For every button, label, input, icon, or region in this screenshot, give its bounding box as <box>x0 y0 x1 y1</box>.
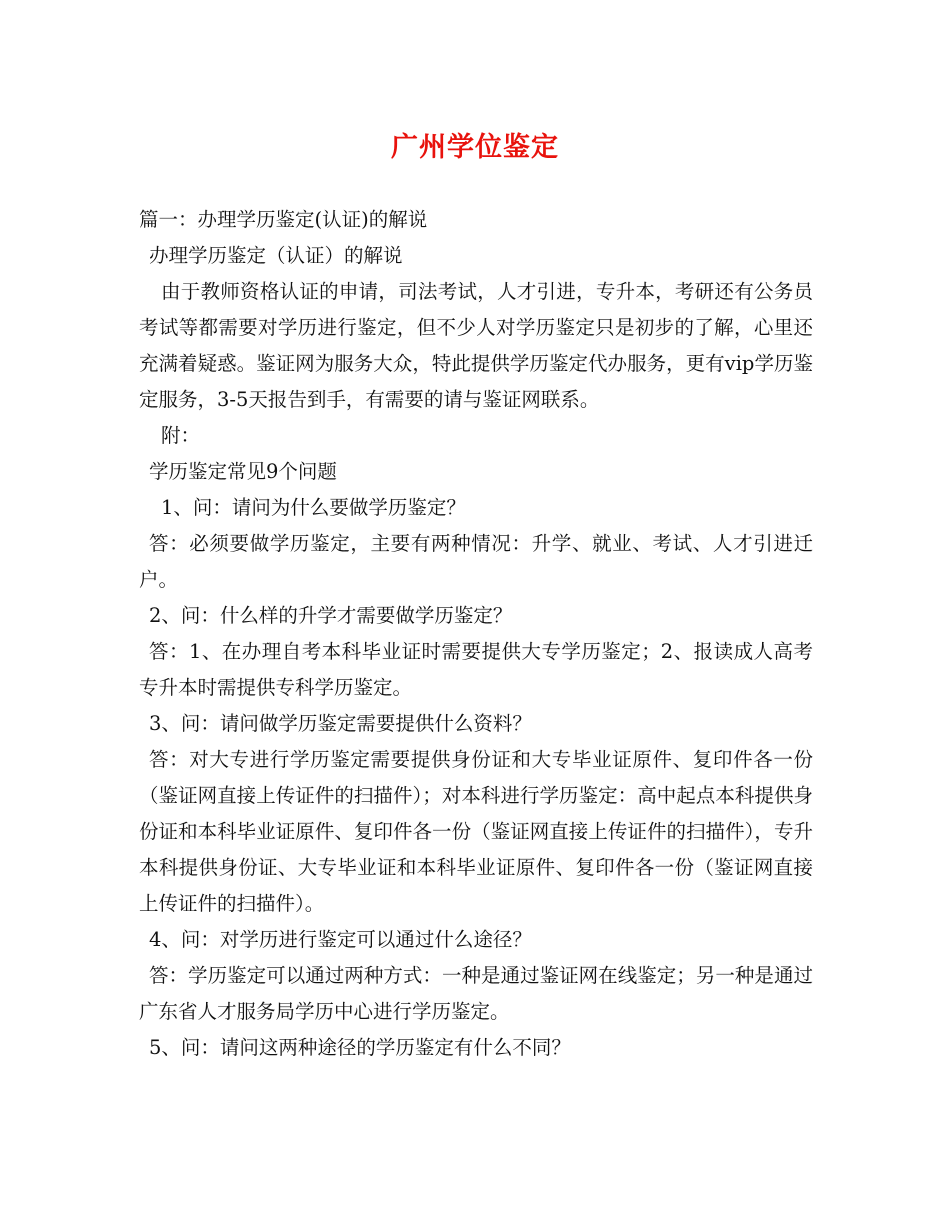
faq-heading: 学历鉴定常见9个问题 <box>149 460 337 483</box>
intro-paragraph: 由于教师资格认证的申请，司法考试，人才引进，专升本，考研还有公务员考试等都需要对学历进行鉴定，但不少人对学历鉴定只是初步的了解，心里还充满着疑惑。鉴证网为服务大众，特此提供学历鉴定代办服务，更有vip学历鉴定服务，3-5天报告到手，有需要的请与鉴证网联系。 <box>139 280 813 411</box>
section-heading: 篇一：办理学历鉴定(认证)的解说 <box>139 208 428 231</box>
faq-question: 4、问：对学历进行鉴定可以通过什么途径？ <box>149 928 532 951</box>
appendix-label: 附： <box>161 424 201 447</box>
faq-question: 2、问：什么样的升学才需要做学历鉴定？ <box>149 604 513 627</box>
document-title: 广州学位鉴定 <box>391 132 559 163</box>
faq-question: 1、问：请问为什么要做学历鉴定？ <box>161 496 466 519</box>
faq-answer: 答：1、在办理自考本科毕业证时需要提供大专学历鉴定；2、报读成人高考专升本时需提供专科学历鉴定。 <box>139 640 813 699</box>
faq-question: 3、问：请问做学历鉴定需要提供什么资料？ <box>149 712 532 735</box>
faq-answer: 答：对大专进行学历鉴定需要提供身份证和大专毕业证原件、复印件各一份（鉴证网直接上传证件的扫描件）；对本科进行学历鉴定：高中起点本科提供身份证和本科毕业证原件、复印件各一份（鉴证网直接上传证件的扫描件），专升本科提供身份证、大专毕业证和本科毕业证原件、复印件各一份（鉴证网直接上传证件的扫描件）。 <box>139 748 813 915</box>
document-body <box>139 202 813 1066</box>
faq-answer: 答：学历鉴定可以通过两种方式：一种是通过鉴证网在线鉴定；另一种是通过广东省人才服务局学历中心进行学历鉴定。 <box>139 964 813 1023</box>
faq-answer: 答：必须要做学历鉴定，主要有两种情况：升学、就业、考试、人才引进迁户。 <box>139 532 813 591</box>
subheading: 办理学历鉴定（认证）的解说 <box>149 244 403 267</box>
faq-question: 5、问：请问这两种途径的学历鉴定有什么不同？ <box>149 1036 571 1059</box>
